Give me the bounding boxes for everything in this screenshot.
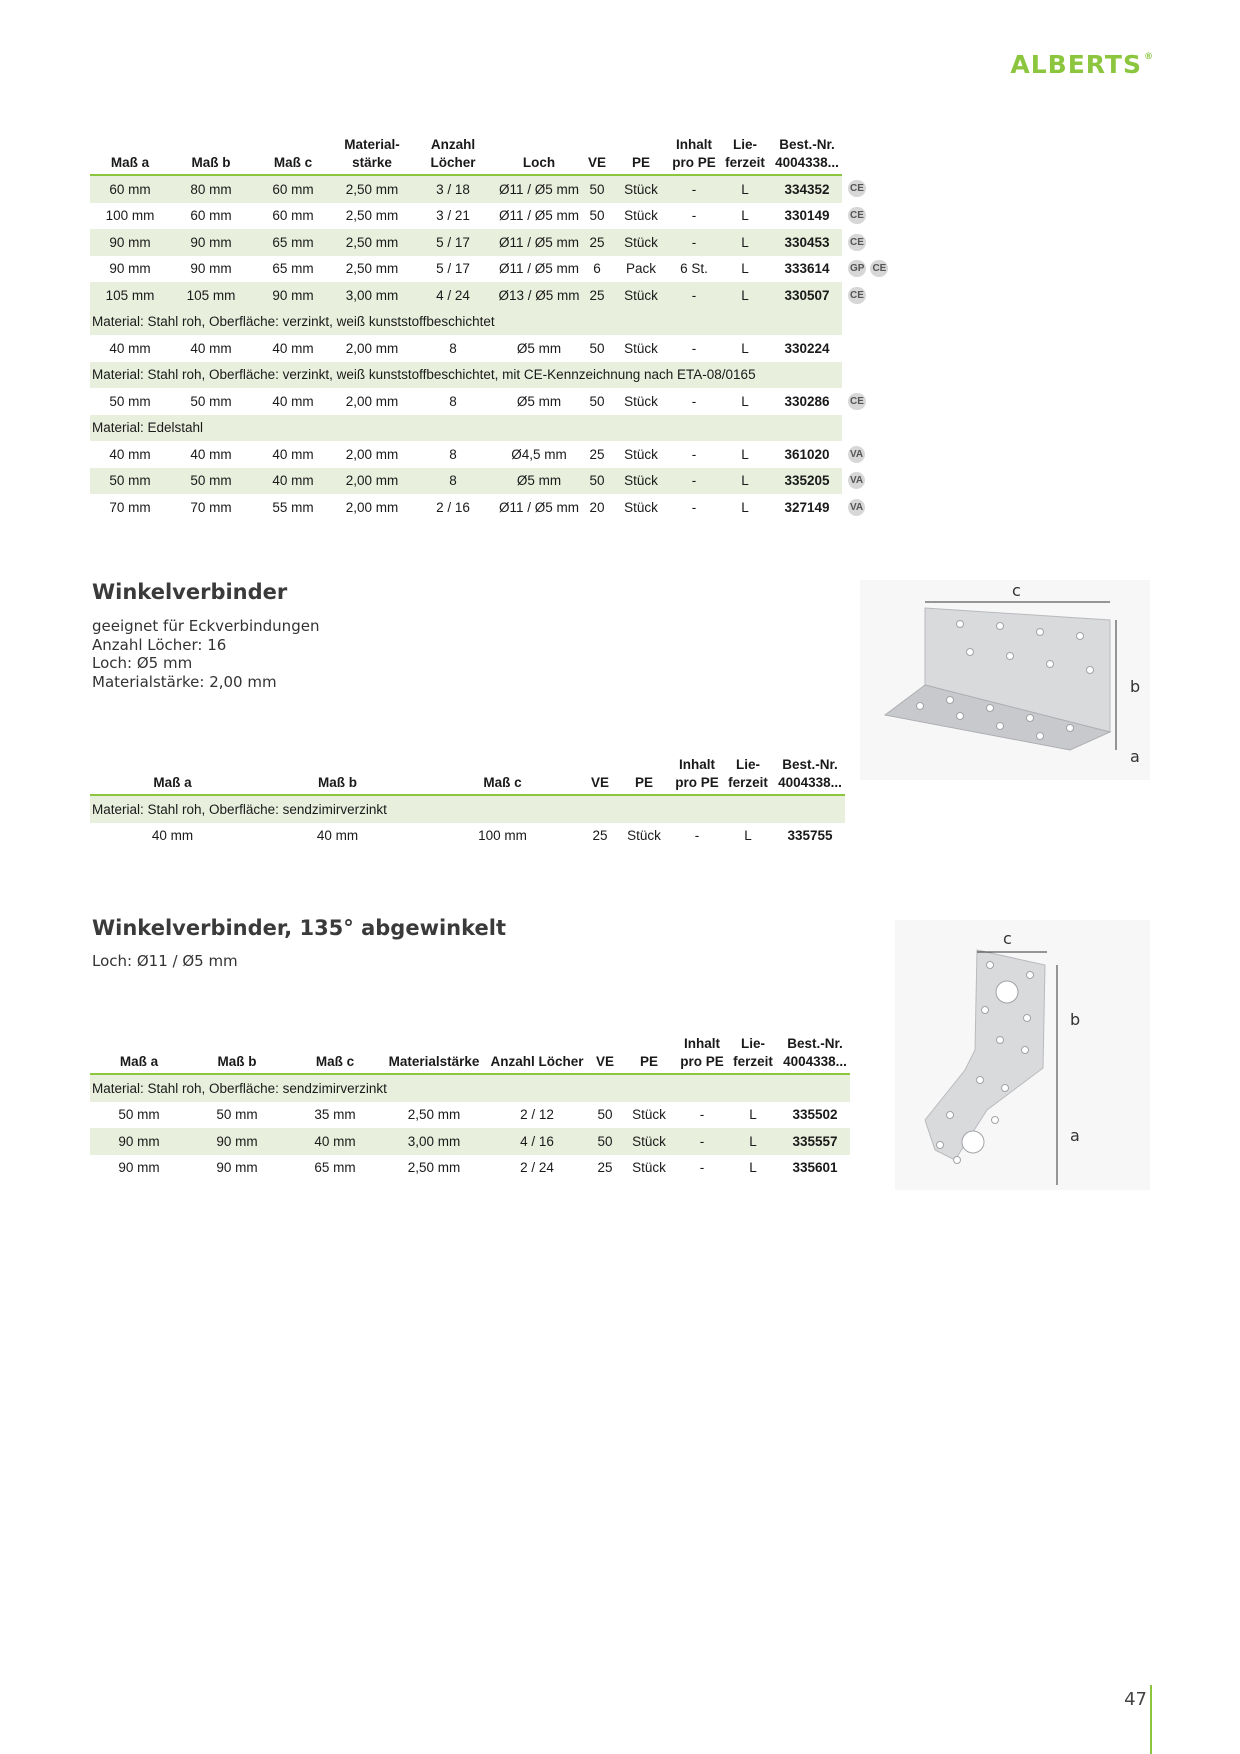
cell-mass-c: 90 mm — [252, 282, 334, 309]
table-row — [90, 388, 912, 415]
col-header-inhalt: Inhalt pro PE — [678, 1035, 726, 1074]
cell-inhalt: - — [670, 229, 718, 256]
va-mark-icon: VA — [848, 472, 865, 489]
cell-best-nr: 334352 — [772, 175, 842, 203]
ce-mark-icon: CE — [848, 287, 866, 304]
cell-mass-b: 40 mm — [190, 340, 232, 356]
cell-best-nr: 335557 — [780, 1128, 850, 1155]
cell-mass-a: 105 mm — [90, 282, 170, 309]
cell-material: 2,00 mm — [334, 468, 410, 495]
cell-inhalt: 6 St. — [680, 261, 708, 277]
cell-mass-b: 90 mm — [216, 1160, 258, 1176]
product-table-2 — [90, 756, 845, 849]
ce-mark-icon: CE — [848, 207, 866, 224]
cell-mass-a: 70 mm — [109, 499, 151, 515]
cell-ve: 50 — [589, 340, 605, 356]
col-header-mass-c: Maß c — [286, 1035, 384, 1074]
cell-mass-b: 50 mm — [190, 393, 232, 409]
cell-mass-c: 40 mm — [272, 340, 314, 356]
col-header-mass-b: Maß b — [188, 1035, 286, 1074]
cell-inhalt: - — [691, 393, 697, 409]
col-header-ve: VE — [585, 756, 615, 795]
cell-best-nr: 335601 — [792, 1160, 838, 1176]
cell-mass-b: 50 mm — [216, 1107, 258, 1123]
cell-material: 2,50 mm — [407, 1107, 461, 1123]
brand-logo — [1010, 50, 1154, 79]
material-row — [90, 795, 845, 823]
cell-mass-c: 40 mm — [272, 446, 314, 462]
cell-anzahl: 4 / 16 — [484, 1128, 590, 1155]
cell-pe: Stück — [624, 340, 658, 356]
material-row — [90, 415, 912, 442]
material-row — [90, 1074, 850, 1102]
cell-mass-a: 90 mm — [90, 1128, 188, 1155]
table-header-row — [90, 756, 845, 795]
cell-mass-a: 50 mm — [118, 1107, 160, 1123]
cell-mass-a: 40 mm — [151, 828, 194, 844]
material-row — [90, 309, 912, 336]
cell-mass-a: 90 mm — [90, 229, 170, 256]
col-header-materialstaerke: Materialstärke — [384, 1035, 484, 1074]
cell-lieferzeit: L — [741, 393, 749, 409]
cell-icons — [842, 282, 912, 309]
cell-anzahl: 8 — [410, 468, 496, 495]
cell-mass-b: 80 mm — [170, 175, 252, 203]
cell-mass-a: 90 mm — [109, 261, 151, 277]
cell-pe: Stück — [612, 282, 670, 309]
cell-ve: 50 — [589, 208, 605, 224]
cell-mass-b: 90 mm — [190, 261, 232, 277]
cell-pe: Stück — [624, 446, 658, 462]
table-row — [90, 441, 912, 468]
cell-anzahl: 8 — [449, 340, 457, 356]
cell-material: 2,50 mm — [334, 229, 410, 256]
cell-ve: 50 — [590, 1128, 620, 1155]
cell-lieferzeit: L — [749, 1160, 757, 1176]
cell-inhalt: - — [691, 446, 697, 462]
col-header-anzahl-loecher: Anzahl Löcher — [410, 136, 496, 175]
cell-mass-a: 50 mm — [90, 468, 170, 495]
cell-material: 2,00 mm — [345, 499, 399, 515]
cell-mass-a: 40 mm — [109, 446, 151, 462]
cell-mass-a: 100 mm — [105, 208, 155, 224]
va-mark-icon: VA — [848, 446, 865, 463]
cell-mass-a: 50 mm — [109, 393, 151, 409]
cell-pe: Stück — [632, 1160, 666, 1176]
material-note: Material: Stahl roh, Oberfläche: verzinkt, weiß kunststoffbeschichtet — [90, 309, 842, 336]
cell-ve: 50 — [589, 393, 605, 409]
table-row — [90, 175, 912, 203]
cell-lieferzeit: L — [726, 1128, 780, 1155]
cell-pe: Stück — [624, 393, 658, 409]
cell-anzahl: 8 — [449, 393, 457, 409]
cell-inhalt: - — [691, 208, 697, 224]
cell-material: 2,00 mm — [345, 393, 399, 409]
va-mark-icon: VA — [848, 499, 865, 516]
cell-material: 2,50 mm — [345, 261, 399, 277]
ce-mark-icon: CE — [848, 234, 866, 251]
cell-material: 2,50 mm — [334, 175, 410, 203]
cell-inhalt: - — [691, 340, 697, 356]
section-title-winkelverbinder-135: Winkelverbinder, 135° abgewinkelt — [92, 916, 507, 940]
cell-anzahl: 8 — [449, 446, 457, 462]
cell-mass-b: 40 mm — [190, 446, 232, 462]
angle-bracket-135-drawing — [895, 920, 1150, 1190]
col-header-icons — [842, 136, 912, 175]
col-header-ve: VE — [582, 136, 612, 175]
desc-line: Loch: Ø11 / Ø5 mm — [92, 952, 238, 970]
cell-material: 2,50 mm — [407, 1160, 461, 1176]
cell-ve: 6 — [593, 261, 601, 277]
product-image-winkelverbinder — [860, 580, 1150, 780]
col-header-lieferzeit: Lie- ferzeit — [726, 1035, 780, 1074]
material-note: Material: Stahl roh, Oberfläche: sendzimirverzinkt — [90, 1074, 850, 1102]
cell-pe: Stück — [624, 208, 658, 224]
col-header-mass-a: Maß a — [90, 756, 255, 795]
cell-best-nr: 330453 — [772, 229, 842, 256]
cell-mass-b: 70 mm — [190, 499, 232, 515]
cell-lieferzeit: L — [749, 1107, 757, 1123]
cell-ve: 25 — [592, 828, 608, 844]
cell-inhalt: - — [694, 828, 700, 844]
table-row — [90, 1155, 850, 1182]
col-header-mass-c: Maß c — [420, 756, 585, 795]
cell-anzahl: 2 / 12 — [520, 1107, 554, 1123]
table-row — [90, 1102, 850, 1129]
cell-inhalt: - — [670, 468, 718, 495]
table-row — [90, 203, 912, 230]
cell-inhalt: - — [670, 282, 718, 309]
dimension-label-a: a — [1070, 1126, 1080, 1145]
table-row — [90, 229, 912, 256]
product-table-3 — [90, 1035, 850, 1181]
cell-lieferzeit: L — [741, 340, 749, 356]
cell-icons — [842, 494, 912, 521]
cell-anzahl: 3 / 21 — [436, 208, 470, 224]
section-description — [92, 952, 238, 971]
cell-ve: 50 — [597, 1107, 613, 1123]
cell-mass-b: 105 mm — [170, 282, 252, 309]
cell-lieferzeit: L — [741, 261, 749, 277]
cell-loch: Ø5 mm — [516, 393, 562, 409]
cell-mass-b: 50 mm — [170, 468, 252, 495]
cell-pe: Stück — [624, 499, 658, 515]
table-header-row — [90, 1035, 850, 1074]
col-header-best-nr: Best.-Nr. 4004338... — [772, 136, 842, 175]
cell-material: 2,00 mm — [345, 446, 399, 462]
cell-ve: 50 — [582, 175, 612, 203]
cell-best-nr: 330286 — [784, 393, 830, 409]
cell-loch: Ø11 / Ø5 mm — [496, 229, 582, 256]
cell-pe: Pack — [625, 261, 656, 277]
cell-inhalt: - — [670, 175, 718, 203]
cell-lieferzeit: L — [718, 282, 772, 309]
col-header-best-nr: Best.-Nr. 4004338... — [775, 756, 845, 795]
dimension-label-c: c — [1012, 581, 1021, 600]
cell-material: 3,00 mm — [334, 282, 410, 309]
col-header-mass-c: Maß c — [252, 136, 334, 175]
col-header-ve: VE — [590, 1035, 620, 1074]
material-note: Material: Stahl roh, Oberfläche: sendzimirverzinkt — [90, 795, 845, 823]
cell-loch: Ø11 / Ø5 mm — [498, 208, 580, 224]
cell-best-nr: 330507 — [772, 282, 842, 309]
ce-mark-icon: CE — [848, 180, 866, 197]
cell-ve: 25 — [597, 1160, 613, 1176]
cell-loch: Ø11 / Ø5 mm — [498, 261, 580, 277]
cell-pe: Stück — [612, 175, 670, 203]
dimension-label-b: b — [1070, 1010, 1081, 1029]
cell-ve: 25 — [582, 229, 612, 256]
registered-mark: ® — [1144, 52, 1154, 62]
cell-lieferzeit: L — [744, 828, 752, 844]
cell-loch: Ø4,5 mm — [511, 446, 567, 462]
table-row — [90, 1128, 850, 1155]
logo-text: ALBERTS — [1010, 50, 1142, 79]
cell-lieferzeit: L — [718, 229, 772, 256]
col-header-inhalt: Inhalt pro PE — [673, 756, 721, 795]
cell-best-nr: 330224 — [784, 340, 830, 356]
cell-inhalt: - — [699, 1160, 705, 1176]
cell-mass-b: 90 mm — [188, 1128, 286, 1155]
desc-line: geeignet für Eckverbindungen — [92, 617, 320, 635]
cell-lieferzeit: L — [741, 499, 749, 515]
cell-icons — [842, 468, 912, 495]
table-header-row — [90, 136, 912, 175]
cell-mass-b: 60 mm — [190, 208, 232, 224]
cell-best-nr: 330149 — [784, 208, 830, 224]
cell-anzahl: 2 / 24 — [520, 1160, 554, 1176]
cell-lieferzeit: L — [718, 468, 772, 495]
cell-best-nr: 333614 — [784, 261, 830, 277]
page-number: 47 — [1124, 1689, 1147, 1710]
cell-pe: Stück — [620, 1128, 678, 1155]
cell-mass-c: 35 mm — [314, 1107, 356, 1123]
cell-icons — [842, 388, 912, 415]
desc-line: Loch: Ø5 mm — [92, 654, 193, 672]
cell-best-nr: 335502 — [792, 1107, 838, 1123]
cell-mass-c: 65 mm — [314, 1160, 356, 1176]
col-header-anzahl-loecher: Anzahl Löcher — [484, 1035, 590, 1074]
cell-icons — [842, 441, 912, 468]
dimension-label-c: c — [1003, 929, 1012, 948]
cell-mass-c: 65 mm — [272, 261, 314, 277]
cell-mass-c: 65 mm — [252, 229, 334, 256]
cell-ve: 25 — [589, 446, 605, 462]
cell-mass-c: 60 mm — [272, 208, 314, 224]
cell-best-nr: 361020 — [784, 446, 830, 462]
cell-pe: Stück — [632, 1107, 666, 1123]
cell-mass-a: 40 mm — [109, 340, 151, 356]
cell-anzahl: 5 / 17 — [436, 261, 470, 277]
cell-anzahl: 5 / 17 — [410, 229, 496, 256]
desc-line: Anzahl Löcher: 16 — [92, 635, 227, 654]
cell-lieferzeit: L — [741, 446, 749, 462]
ce-mark-icon: CE — [870, 260, 888, 277]
table-row — [90, 468, 912, 495]
table-row — [90, 282, 912, 309]
cell-anzahl: 4 / 24 — [410, 282, 496, 309]
cell-icons — [842, 203, 912, 230]
table-row — [90, 335, 912, 362]
cell-best-nr: 335755 — [787, 828, 833, 844]
desc-line: Materialstärke: 2,00 mm — [92, 672, 277, 691]
cell-mass-c: 40 mm — [252, 468, 334, 495]
section-title-winkelverbinder: Winkelverbinder — [92, 580, 288, 604]
col-header-mass-a: Maß a — [90, 1035, 188, 1074]
cell-mass-c: 100 mm — [478, 828, 527, 844]
cell-best-nr: 335205 — [772, 468, 842, 495]
angle-bracket-drawing — [860, 580, 1150, 780]
cell-material: 3,00 mm — [384, 1128, 484, 1155]
cell-material: 2,00 mm — [345, 340, 399, 356]
col-header-loch: Loch — [496, 136, 582, 175]
cell-anzahl: 2 / 16 — [436, 499, 470, 515]
table-row — [90, 256, 912, 283]
col-header-lieferzeit: Lie- ferzeit — [718, 136, 772, 175]
cell-anzahl: 3 / 18 — [410, 175, 496, 203]
dimension-label-a: a — [1130, 747, 1140, 766]
page-number-divider — [1150, 1685, 1152, 1754]
cell-mass-a: 60 mm — [90, 175, 170, 203]
cell-icons — [842, 256, 912, 283]
gp-mark-icon: GP — [848, 260, 866, 277]
col-header-inhalt: Inhalt pro PE — [670, 136, 718, 175]
cell-lieferzeit: L — [718, 175, 772, 203]
cell-mass-b: 40 mm — [316, 828, 359, 844]
cell-ve: 50 — [582, 468, 612, 495]
cell-mass-b: 90 mm — [170, 229, 252, 256]
product-table-1 — [90, 136, 912, 521]
cell-loch: Ø5 mm — [496, 468, 582, 495]
material-row — [90, 362, 912, 389]
table-row — [90, 823, 845, 850]
col-header-mass-b: Maß b — [255, 756, 420, 795]
section-description — [92, 617, 319, 691]
col-header-pe: PE — [615, 756, 673, 795]
col-header-mass-a: Maß a — [90, 136, 170, 175]
cell-loch: Ø13 / Ø5 mm — [496, 282, 582, 309]
cell-mass-c: 40 mm — [272, 393, 314, 409]
col-header-best-nr: Best.-Nr. 4004338... — [780, 1035, 850, 1074]
cell-pe: Stück — [612, 229, 670, 256]
col-header-lieferzeit: Lie- ferzeit — [721, 756, 775, 795]
cell-inhalt: - — [691, 499, 697, 515]
col-header-mass-b: Maß b — [170, 136, 252, 175]
product-image-winkelverbinder-135 — [895, 920, 1150, 1190]
table-row — [90, 494, 912, 521]
cell-icons — [842, 229, 912, 256]
cell-mass-c: 55 mm — [272, 499, 314, 515]
cell-lieferzeit: L — [741, 208, 749, 224]
cell-loch: Ø11 / Ø5 mm — [498, 499, 580, 515]
cell-pe: Stück — [627, 828, 661, 844]
cell-ve: 20 — [589, 499, 605, 515]
cell-inhalt: - — [678, 1128, 726, 1155]
material-note: Material: Stahl roh, Oberfläche: verzinkt, weiß kunststoffbeschichtet, mit CE-Kennzeichnung nach ETA-08/0165 — [90, 362, 842, 389]
cell-mass-c: 60 mm — [252, 175, 334, 203]
col-header-pe: PE — [612, 136, 670, 175]
col-header-pe: PE — [620, 1035, 678, 1074]
cell-inhalt: - — [699, 1107, 705, 1123]
cell-mass-c: 40 mm — [286, 1128, 384, 1155]
cell-pe: Stück — [612, 468, 670, 495]
dimension-label-b: b — [1130, 677, 1141, 696]
cell-ve: 25 — [582, 282, 612, 309]
ce-mark-icon: CE — [848, 393, 866, 410]
cell-loch: Ø5 mm — [516, 340, 562, 356]
cell-loch: Ø11 / Ø5 mm — [496, 175, 582, 203]
cell-best-nr: 327149 — [784, 499, 830, 515]
material-note: Material: Edelstahl — [90, 415, 842, 442]
cell-mass-a: 90 mm — [118, 1160, 160, 1176]
cell-icons — [842, 175, 912, 203]
col-header-materialstaerke: Material- stärke — [334, 136, 410, 175]
cell-material: 2,50 mm — [345, 208, 399, 224]
